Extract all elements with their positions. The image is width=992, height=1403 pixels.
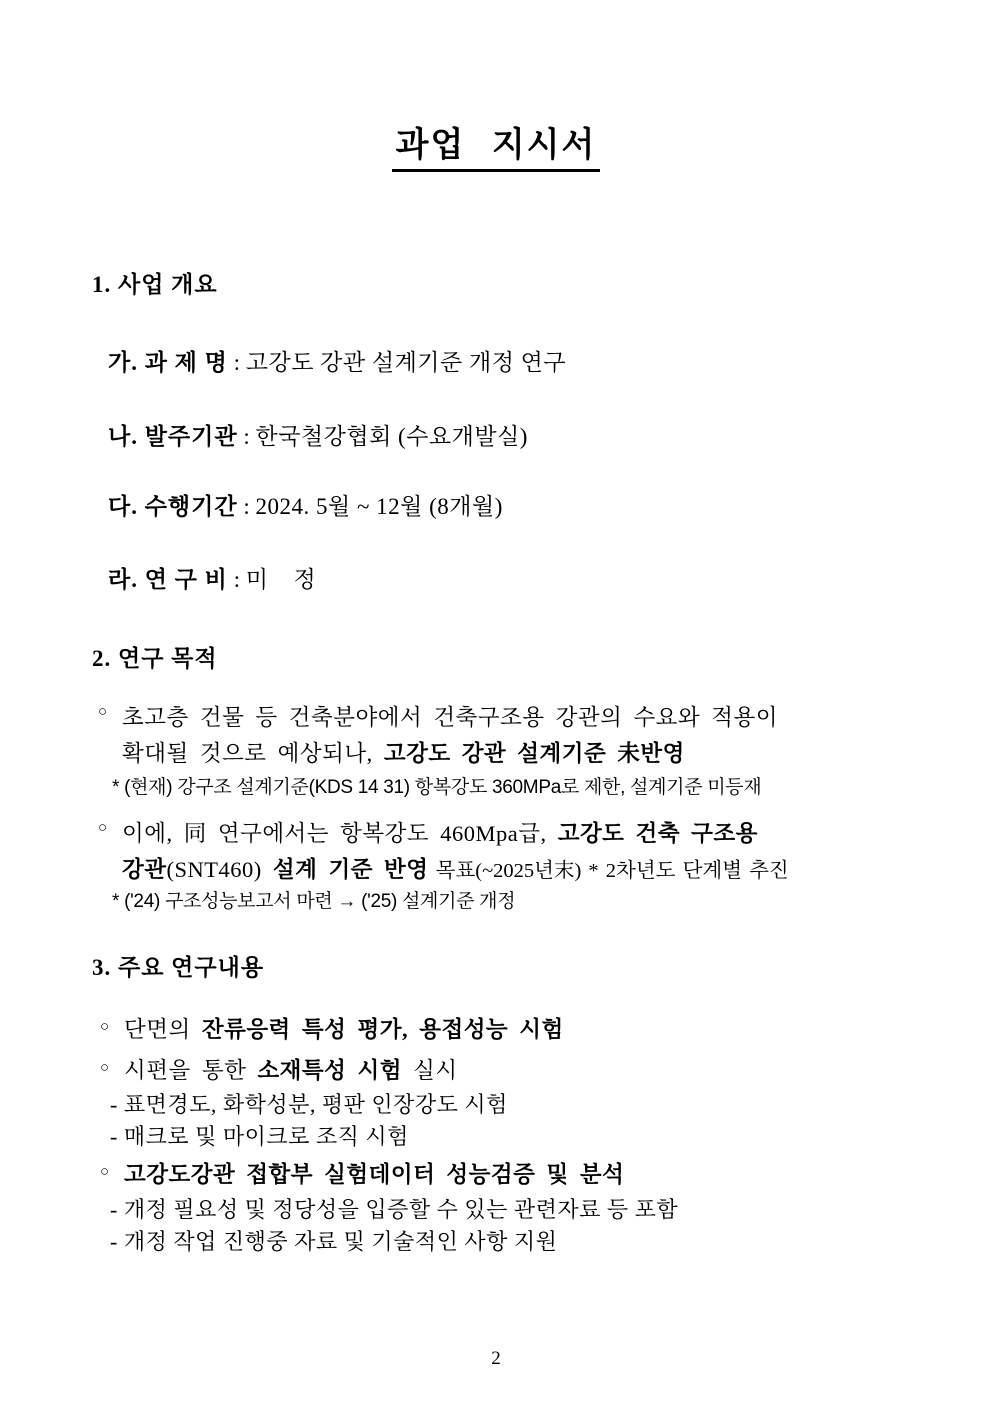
joint-verification-sub-items: [110, 1194, 678, 1258]
content-bullet-2-text: [124, 1056, 458, 1086]
bullet-line-text: 목표(~2025년末) * 2차년도 단계별 추진: [428, 860, 789, 882]
bullet-line-text: 시편을 통한: [124, 1058, 258, 1083]
project-name-value: 고강도 강관 설계기준 개정 연구: [245, 350, 567, 375]
bullet-line-text: 확대될 것으로 예상되나,: [122, 741, 384, 766]
colon-separator: :: [227, 350, 246, 375]
purpose-bullet-2-text: [122, 816, 789, 889]
content-bullet-1-text: [124, 1015, 564, 1045]
project-period-label: 다. 수행기간: [108, 494, 238, 519]
colon-separator: :: [237, 494, 256, 519]
colon-separator: :: [237, 424, 256, 449]
project-name-row: [108, 350, 566, 376]
bullet-line-bold-text: 고강도 강관 설계기준 未반영: [383, 741, 685, 766]
content-bullet-material-test: [100, 1056, 458, 1086]
bullet-line-bold-text: 설계 기준 반영: [261, 857, 429, 882]
ordering-agency-value: 한국철강협회 (수요개발실): [255, 424, 528, 449]
document-title-text: 과업 지시서: [392, 127, 601, 172]
research-budget-label: 라. 연 구 비: [108, 567, 228, 592]
bullet-line-text: 단면의: [124, 1017, 202, 1042]
purpose-bullet-2: [98, 816, 789, 889]
material-test-sub-items: [110, 1089, 508, 1153]
project-period-row: [108, 494, 503, 520]
purpose-bullet-1-text: [122, 700, 778, 772]
document-title: [0, 127, 992, 172]
ordering-agency-row: [108, 424, 528, 450]
footnote-yearly-plan: * ('24) 구조성능보고서 마련 → ('25) 설계기준 개정: [112, 891, 516, 912]
bullet-line-text: (SNT460): [166, 857, 262, 882]
section-3-heading: 3. 주요 연구내용: [92, 955, 265, 980]
purpose-bullet-1: [98, 700, 778, 772]
circle-bullet-icon: ○: [100, 1164, 110, 1180]
bullet-line-bold-text: 잔류응력 특성 평가, 용접성능 시험: [201, 1017, 564, 1042]
research-budget-value: 미 정: [245, 567, 317, 592]
sub-item: - 개정 필요성 및 정당성을 입증할 수 있는 관련자료 등 포함: [110, 1197, 679, 1222]
sub-item: - 표면경도, 화학성분, 평판 인장강도 시험: [110, 1092, 508, 1117]
content-bullet-residual-stress: [100, 1015, 564, 1045]
project-name-label: 가. 과 제 명: [108, 350, 228, 375]
bullet-line-text: 실시: [401, 1058, 458, 1083]
bullet-line-bold-text: 고강도강관 접합부 실험데이터 성능검증 및 분석: [124, 1162, 625, 1187]
circle-bullet-icon: ○: [98, 704, 108, 720]
ordering-agency-label: 나. 발주기관: [108, 424, 238, 449]
sub-item: - 매크로 및 마이크로 조직 시험: [110, 1124, 409, 1149]
sub-item: - 개정 작업 진행중 자료 및 기술적인 사항 지원: [110, 1229, 558, 1254]
bullet-line-text: 이에, 同 연구에서는 항복강도 460Mpa급,: [122, 821, 558, 846]
section-2-heading: 2. 연구 목적: [92, 646, 218, 671]
bullet-line-bold-text: 강관: [122, 857, 167, 882]
content-bullet-joint-verification: [100, 1160, 624, 1190]
research-budget-row: [108, 567, 316, 593]
page-number: 2: [491, 1348, 501, 1369]
circle-bullet-icon: ○: [98, 820, 108, 836]
project-period-value: 2024. 5월 ~ 12월 (8개월): [255, 494, 503, 519]
footnote-current-standard: * (현재) 강구조 설계기준(KDS 14 31) 항복강도 360MPa로 제한, 설계기준 미등재: [112, 777, 762, 798]
circle-bullet-icon: ○: [100, 1060, 110, 1076]
bullet-line-text: 초고층 건물 등 건축분야에서 건축구조용 강관의 수요와 적용이: [122, 705, 778, 730]
content-bullet-3-text: [124, 1160, 624, 1190]
section-1-heading: 1. 사업 개요: [92, 272, 218, 297]
circle-bullet-icon: ○: [100, 1019, 110, 1035]
bullet-line-bold-text: 고강도 건축 구조용: [557, 821, 758, 846]
bullet-line-bold-text: 소재특성 시험: [257, 1058, 402, 1083]
colon-separator: :: [227, 567, 246, 592]
